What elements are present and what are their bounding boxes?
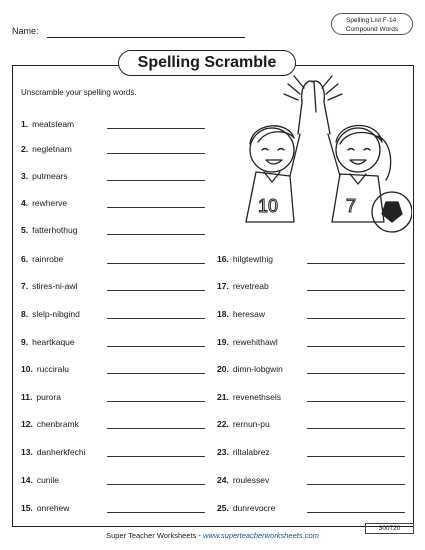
footer-separator: - [196, 531, 203, 540]
answer-line[interactable] [107, 401, 205, 402]
list-item [217, 336, 278, 348]
scrambled-word: onrehew [36, 503, 70, 513]
item-number: 24. [217, 475, 229, 485]
answer-line[interactable] [107, 263, 205, 264]
list-item [217, 502, 275, 514]
footer-brand: Super Teacher Worksheets [106, 531, 197, 540]
item-number: 12. [21, 419, 33, 429]
scrambled-word: meatsteam [32, 119, 75, 129]
list-item [21, 118, 74, 130]
scrambled-word: dimn-lobgwin [232, 364, 283, 374]
scrambled-word: putmears [32, 171, 68, 181]
scrambled-word: chenbramk [36, 419, 79, 429]
answer-line[interactable] [107, 153, 205, 154]
list-item [21, 143, 72, 155]
item-number: 16. [217, 254, 229, 264]
scrambled-word: rewherve [32, 198, 68, 208]
jersey-right-number: 7 [346, 196, 357, 216]
list-item [21, 224, 77, 236]
item-number: 8. [21, 309, 29, 319]
scrambled-word: negletnam [32, 144, 72, 154]
worksheet-title: Spelling Scramble [118, 50, 296, 76]
answer-line[interactable] [307, 290, 405, 291]
scrambled-word: hilgtewthig [232, 254, 273, 264]
list-item [21, 170, 68, 182]
answer-line[interactable] [107, 373, 205, 374]
item-number: 4. [21, 198, 29, 208]
item-number: 6. [21, 254, 29, 264]
spelling-list-badge [331, 13, 413, 35]
list-badge-line2: Compound Words [345, 26, 399, 33]
scrambled-word: roulessev [232, 475, 270, 485]
item-number: 21. [217, 392, 229, 402]
list-item [21, 446, 86, 458]
item-number: 18. [217, 309, 229, 319]
item-number: 23. [217, 447, 229, 457]
answer-line[interactable] [307, 456, 405, 457]
scrambled-word: fatterhothug [32, 225, 78, 235]
list-item [21, 363, 69, 375]
list-item [21, 336, 75, 348]
list-item [217, 418, 270, 430]
scrambled-word: purora [36, 392, 61, 402]
item-number: 14. [21, 475, 33, 485]
list-item [21, 253, 63, 265]
answer-line[interactable] [307, 373, 405, 374]
answer-line[interactable] [107, 484, 205, 485]
answer-line[interactable] [107, 207, 205, 208]
list-item [217, 363, 283, 375]
list-item [217, 308, 265, 320]
item-number: 10. [21, 364, 33, 374]
answer-line[interactable] [107, 180, 205, 181]
item-number: 13. [21, 447, 33, 457]
list-item [217, 253, 273, 265]
answer-line[interactable] [307, 401, 405, 402]
answer-line[interactable] [107, 290, 205, 291]
answer-line[interactable] [307, 346, 405, 347]
scrambled-word: rernun-pu [232, 419, 270, 429]
answer-line[interactable] [107, 512, 205, 513]
answer-line[interactable] [107, 234, 205, 235]
answer-line[interactable] [307, 512, 405, 513]
scrambled-word: stires-ni-awl [32, 281, 78, 291]
list-item [21, 197, 67, 209]
list-item [217, 474, 269, 486]
scrambled-word: dunrevocre [232, 503, 276, 513]
scrambled-word: danherkfechi [36, 447, 86, 457]
answer-line[interactable] [307, 318, 405, 319]
answer-line[interactable] [107, 456, 205, 457]
answer-line[interactable] [107, 346, 205, 347]
item-number: 20. [217, 364, 229, 374]
item-number: 9. [21, 337, 29, 347]
answer-line[interactable] [107, 128, 205, 129]
worksheet-code: 300720 [365, 523, 414, 534]
item-number: 25. [217, 503, 229, 513]
list-item [21, 391, 61, 403]
item-number: 11. [21, 392, 33, 402]
kids-high-five-illustration [228, 72, 412, 240]
answer-line[interactable] [307, 428, 405, 429]
scrambled-word: rainrobe [32, 254, 64, 264]
scrambled-word: rucciralu [36, 364, 69, 374]
scrambled-word: cunile [36, 475, 60, 485]
item-number: 15. [21, 503, 33, 513]
name-label: Name: [12, 26, 39, 36]
item-number: 5. [21, 225, 29, 235]
scrambled-word: heresaw [232, 309, 265, 319]
scrambled-word: slelp-nibgind [32, 309, 80, 319]
scrambled-word: heartkaque [32, 337, 75, 347]
footer [0, 531, 425, 540]
list-item [21, 308, 80, 320]
jersey-left-number: 10 [258, 196, 279, 216]
answer-line[interactable] [307, 484, 405, 485]
item-number: 3. [21, 171, 29, 181]
list-item [21, 418, 79, 430]
item-number: 22. [217, 419, 229, 429]
scrambled-word: revetreab [232, 281, 269, 291]
instructions: Unscramble your spelling words. [21, 88, 137, 97]
list-item [21, 280, 77, 292]
answer-line[interactable] [107, 318, 205, 319]
list-item [21, 502, 69, 514]
answer-line[interactable] [307, 263, 405, 264]
footer-url[interactable]: www.superteacherworksheets.com [202, 531, 319, 540]
item-number: 7. [21, 281, 29, 291]
name-line[interactable] [47, 37, 245, 38]
item-number: 19. [217, 337, 229, 347]
list-item [21, 474, 59, 486]
list-item [217, 446, 270, 458]
answer-line[interactable] [107, 428, 205, 429]
item-number: 17. [217, 281, 229, 291]
scrambled-word: revenethsels [232, 392, 282, 402]
item-number: 2. [21, 144, 29, 154]
scrambled-word: rewehithawl [232, 337, 278, 347]
list-item [217, 391, 281, 403]
list-item [217, 280, 269, 292]
list-badge-line1: Spelling List F-14: [345, 17, 399, 24]
item-number: 1. [21, 119, 29, 129]
scrambled-word: riltalabrez [232, 447, 270, 457]
